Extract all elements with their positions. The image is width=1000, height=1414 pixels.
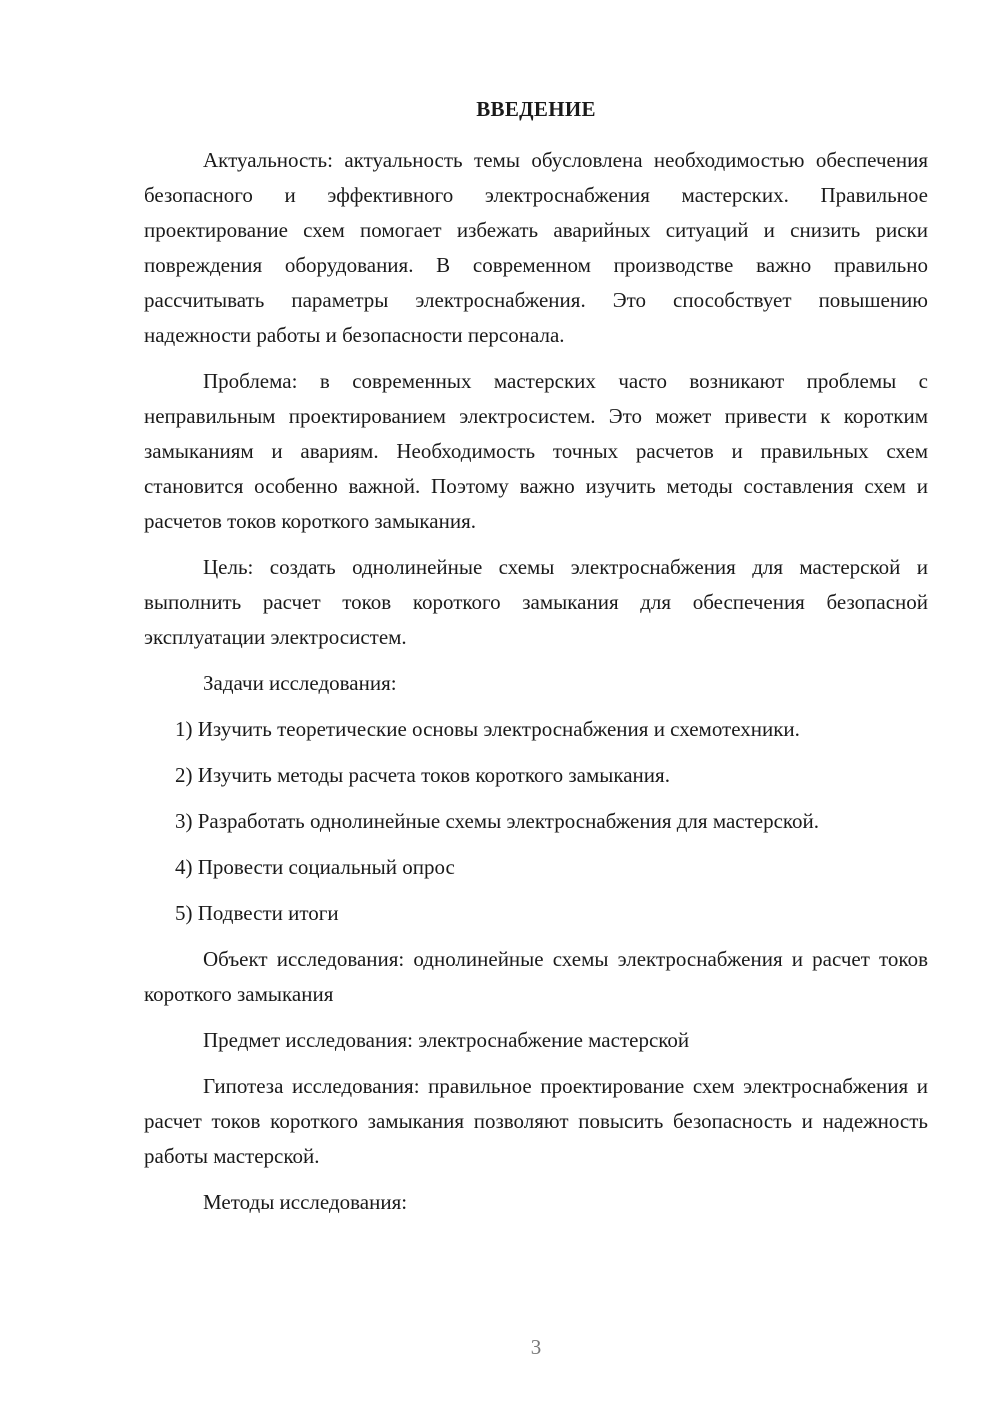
task-item-3: 3) Разработать однолинейные схемы электроснабжения для мастерской. [175,809,820,833]
page-number: 3 [530,1335,542,1359]
paragraph-methods: Методы исследования: [203,1190,408,1214]
task-item-1: 1) Изучить теоретические основы электроснабжения и схемотехники. [175,717,800,741]
paragraph-goal: Цель: создать однолинейные схемы электроснабжения для мастерской и выполнить расчет токов короткого замыкания для обеспечения безопасной эксплуатации электросистем. [144,555,928,649]
paragraph-subject: Предмет исследования: электроснабжение мастерской [203,1028,690,1052]
tasks-heading: Задачи исследования: [203,671,397,695]
task-item-5: 5) Подвести итоги [175,901,339,925]
document-page [144,92,928,1231]
task-item-4: 4) Провести социальный опрос [175,855,455,879]
task-item-2: 2) Изучить методы расчета токов короткого замыкания. [175,763,670,787]
paragraph-hypothesis: Гипотеза исследования: правильное проектирование схем электроснабжения и расчет токов короткого замыкания позволяют повысить безопасность и надежность работы мастерской. [144,1074,928,1168]
paragraph-relevance: Актуальность: актуальность темы обусловлена необходимостью обеспечения безопасного и эффективного электроснабжения мастерских. Правильное проектирование схем помогает избежать аварийных ситуаций и снизить риски повреждения оборудования. В современном производстве важно правильно рассчитывать параметры электроснабжения. Это способствует повышению надежности работы и безопасности персонала. [144,148,928,347]
paragraph-object: Объект исследования: однолинейные схемы электроснабжения и расчет токов короткого замыкания [144,947,928,1006]
paragraph-problem: Проблема: в современных мастерских часто возникают проблемы с неправильным проектированием электросистем. Это может привести к коротким замыканиям и авариям. Необходимость точных расчетов и правильных схем становится особенно важной. Поэтому важно изучить методы составления схем и расчетов токов короткого замыкания. [144,369,928,533]
section-title: ВВЕДЕНИЕ [476,97,596,121]
